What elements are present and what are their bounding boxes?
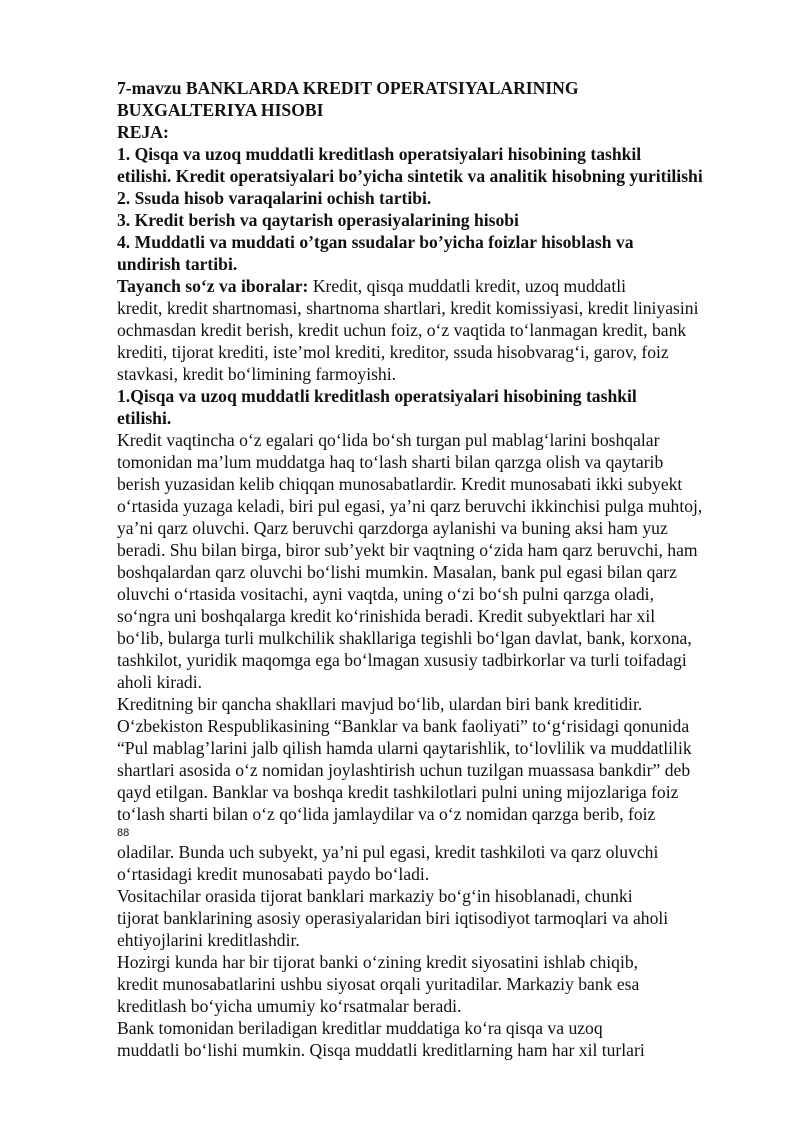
- section-heading-line: 1.Qisqa va uzoq muddatli kreditlash operatsiyalari hisobining tashkil: [117, 386, 637, 406]
- body-line: “Pul mablag’larini jalb qilish hamda ularni qaytarishlik, to‘lovlilik va muddatlilik: [117, 738, 692, 758]
- body-line: o‘rtasida yuzaga keladi, biri pul egasi, ya’ni qarz beruvchi ikkinchisi pulga muhtoj,: [117, 496, 703, 516]
- body-line: tashkilot, yuridik maqomga ega bo‘lmagan xususiy tadbirkorlar va turli toifadagi: [117, 650, 687, 670]
- body-line: bo‘lib, bularga turli mulkchilik shakllariga tegishli bo‘lgan davlat, bank, korxona,: [117, 628, 692, 648]
- body-text-a: [117, 429, 757, 825]
- keywords-text: Kredit, qisqa muddatli kredit, uzoq muddatli: [308, 276, 627, 296]
- page-number: 88: [117, 827, 130, 839]
- body-text-b: [117, 841, 757, 1061]
- body-line: ya’ni qarz oluvchi. Qarz beruvchi qarzdorga aylanishi va buning aksi ham yuz: [117, 518, 668, 538]
- body-line: oladilar. Bunda uch subyekt, ya’ni pul egasi, kredit tashkiloti va qarz oluvchi: [117, 842, 659, 862]
- plan-heading: REJA:: [117, 122, 169, 142]
- body-line: o‘rtasidagi kredit munosabati paydo bo‘ladi.: [117, 864, 430, 884]
- body-line: to‘lash sharti bilan o‘z qo‘lida jamlaydilar va o‘z nomidan qarzga berib, foiz: [117, 804, 656, 824]
- body-line: berish yuzasidan kelib chiqqan munosabatlardir. Kredit munosabati ikki subyekt: [117, 474, 683, 494]
- document-page: [117, 77, 757, 1061]
- keywords-paragraph: [117, 275, 757, 385]
- keywords-line: ochmasdan kredit berish, kredit uchun foiz, o‘z vaqtida to‘lanmagan kredit, bank: [117, 320, 687, 340]
- section-heading: [117, 385, 757, 429]
- body-line: kredit munosabatlarini ushbu siyosat orqali yuritadilar. Markaziy bank esa: [117, 974, 640, 994]
- keywords-line: stavkasi, kredit bo‘limining farmoyishi.: [117, 364, 397, 384]
- body-line: muddatli bo‘lishi mumkin. Qisqa muddatli kreditlarning ham har xil turlari: [117, 1040, 645, 1060]
- body-line: beradi. Shu bilan birga, biror sub’yekt bir vaqtning o‘zida ham qarz beruvchi, ham: [117, 540, 698, 560]
- body-line: oluvchi o‘rtasida vositachi, ayni vaqtda, uning o‘zi bo‘sh pulni qarzga oladi,: [117, 584, 654, 604]
- body-line: boshqalardan qarz oluvchi bo‘lishi mumkin. Masalan, bank pul egasi bilan qarz: [117, 562, 677, 582]
- plan-line: undirish tartibi.: [117, 254, 238, 274]
- body-line: kreditlash bo‘yicha umumiy ko‘rsatmalar beradi.: [117, 996, 462, 1016]
- plan-line: 3. Kredit berish va qaytarish operasiyalarining hisobi: [117, 210, 519, 230]
- keywords-line: krediti, tijorat krediti, iste’mol krediti, kreditor, ssuda hisobvarag‘i, garov, foiz: [117, 342, 669, 362]
- keywords-first-line: [117, 275, 757, 297]
- body-line: so‘ngra uni boshqalarga kredit ko‘rinishida beradi. Kredit subyektlari har xil: [117, 606, 656, 626]
- plan-list: [117, 143, 757, 275]
- plan-line: 1. Qisqa va uzoq muddatli kreditlash operatsiyalari hisobining tashkil: [117, 144, 642, 164]
- body-line: aholi kiradi.: [117, 672, 203, 692]
- body-line: O‘zbekiston Respublikasining “Banklar va bank faoliyati” to‘g‘risidagi qonunida: [117, 716, 690, 736]
- body-line: Vositachilar orasida tijorat banklari markaziy bo‘g‘in hisoblanadi, chunki: [117, 886, 633, 906]
- plan-line: 2. Ssuda hisob varaqalarini ochish tartibi.: [117, 188, 432, 208]
- plan-line: etilishi. Kredit operatsiyalari bo’yicha sintetik va analitik hisobning yuritilishi: [117, 166, 703, 186]
- title-line: BUXGALTERIYA HISOBI: [117, 100, 324, 120]
- body-line: shartlari asosida o‘z nomidan joylashtirish uchun tuzilgan muassasa bankdir” deb: [117, 760, 691, 780]
- body-line: ehtiyojlarini kreditlashdir.: [117, 930, 300, 950]
- body-line: Hozirgi kunda har bir tijorat banki o‘zining kredit siyosatini ishlab chiqib,: [117, 952, 639, 972]
- section-heading-line: etilishi.: [117, 408, 172, 428]
- title-line: 7-mavzu BANKLARDA KREDIT OPERATSIYALARINING: [117, 78, 579, 98]
- body-line: tijorat banklarining asosiy operasiyalaridan biri iqtisodiyot tarmoqlari va aholi: [117, 908, 669, 928]
- keywords-label: Tayanch so‘z va iboralar:: [117, 276, 309, 296]
- body-line: Kredit vaqtincha o‘z egalari qo‘lida bo‘sh turgan pul mablag‘larini boshqalar: [117, 430, 660, 450]
- body-line: qayd etilgan. Banklar va boshqa kredit tashkilotlari pulni uning mijozlariga foiz: [117, 782, 679, 802]
- title: [117, 77, 757, 121]
- plan-line: 4. Muddatli va muddati o’tgan ssudalar bo’yicha foizlar hisoblash va: [117, 232, 634, 252]
- body-line: tomonidan ma’lum muddatga haq to‘lash sharti bilan qarzga olish va qaytarib: [117, 452, 664, 472]
- body-line: Kreditning bir qancha shakllari mavjud bo‘lib, ulardan biri bank kreditidir.: [117, 694, 643, 714]
- body-line: Bank tomonidan beriladigan kreditlar muddatiga ko‘ra qisqa va uzoq: [117, 1018, 603, 1038]
- keywords-line: kredit, kredit shartnomasi, shartnoma shartlari, kredit komissiyasi, kredit liniyasini: [117, 298, 699, 318]
